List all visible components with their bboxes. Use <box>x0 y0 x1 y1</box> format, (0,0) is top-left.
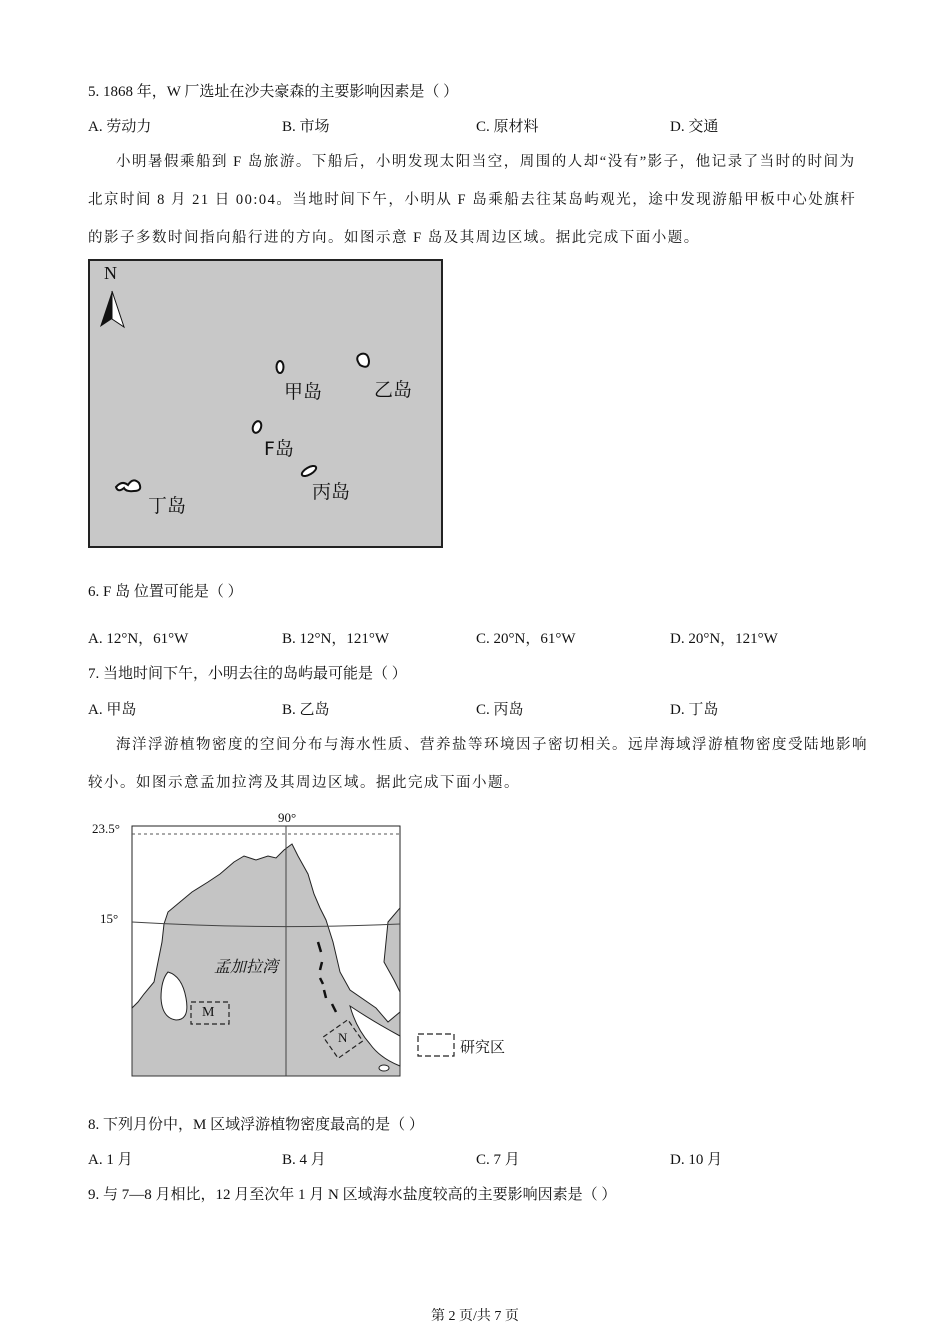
material-paragraph-2: 海洋浮游植物密度的空间分布与海水性质、营养盐等环境因子密切相关。远岸海域浮游植物密度受陆地影响较小。如图示意孟加拉湾及其周边区域。据此完成下面小题。 <box>88 737 868 791</box>
yi-island-shape <box>357 354 369 367</box>
q5-option-b: B. 市场 <box>282 119 330 135</box>
q6-option-b: B. 12°N，121°W <box>282 631 389 647</box>
q8-option-b: B. 4 月 <box>282 1152 326 1168</box>
box-n-label: N <box>338 1030 348 1045</box>
bay-of-bengal-map <box>88 812 528 1082</box>
q7-option-c: C. 丙岛 <box>476 702 524 718</box>
q5-option-a: A. 劳动力 <box>88 119 152 135</box>
q6-option-d: D. 20°N，121°W <box>670 631 778 647</box>
q8-option-d: D. 10 月 <box>670 1152 723 1168</box>
f-island-shape <box>251 420 263 434</box>
question-5-stem: 5. 1868 年，W 厂选址在沙夫豪森的主要影响因素是（ ） <box>88 84 459 100</box>
north-label: N <box>104 263 117 283</box>
legend-box-icon <box>418 1034 454 1056</box>
bay-label: 孟加拉湾 <box>214 957 279 976</box>
question-7-stem: 7. 当地时间下午，小明去往的岛屿最可能是（ ） <box>88 666 407 682</box>
ding-island-label: 丁岛 <box>148 495 187 517</box>
lat-15-label: 15° <box>100 911 119 926</box>
lon-90-label: 90° <box>278 810 297 825</box>
q7-option-a: A. 甲岛 <box>88 702 137 718</box>
north-arrow-icon <box>100 291 112 327</box>
jia-island-shape <box>277 361 284 373</box>
material-paragraph-1: 小明暑假乘船到 F 岛旅游。下船后，小明发现太阳当空，周围的人却“没有”影子，他记录了当时的时间为北京时间 8 月 21 日 00:04。当地时间下午，小明从 F 岛乘船去往某岛屿观光，途中发现游船甲板中心处旗杆的影子多数时间指向船行进的方向。如图示意 F 岛及其周边区域。据此完成下面小题。 <box>88 154 857 246</box>
question-6-stem: 6. F 岛 位置可能是（ ） <box>88 584 243 600</box>
q6-option-c: C. 20°N，61°W <box>476 631 576 647</box>
question-8-stem: 8. 下列月份中，M 区域浮游植物密度最高的是（ ） <box>88 1117 424 1133</box>
legend-label: 研究区 <box>460 1038 506 1056</box>
q8-option-c: C. 7 月 <box>476 1152 520 1168</box>
small-island <box>379 1065 389 1071</box>
f-island-map-graphic <box>90 261 441 546</box>
q8-option-a: A. 1 月 <box>88 1152 133 1168</box>
f-island-map <box>88 259 443 548</box>
lat-23-label: 23.5° <box>92 821 120 836</box>
box-m-label: M <box>202 1005 215 1020</box>
bing-island-label: 丙岛 <box>312 481 351 503</box>
q5-option-d: D. 交通 <box>670 119 719 135</box>
q6-option-a: A. 12°N，61°W <box>88 631 189 647</box>
jia-island-label: 甲岛 <box>284 381 323 403</box>
ding-island-shape <box>116 480 140 491</box>
bing-island-shape <box>300 464 317 478</box>
page-footer: 第 2 页/共 7 页 <box>431 1309 519 1324</box>
yi-island-label: 乙岛 <box>374 379 413 401</box>
north-arrow-half-icon <box>112 291 124 327</box>
q7-option-b: B. 乙岛 <box>282 702 330 718</box>
f-island-label: F岛 <box>264 438 294 460</box>
q7-option-d: D. 丁岛 <box>670 702 719 718</box>
question-9-stem: 9. 与 7—8 月相比，12 月至次年 1 月 N 区域海水盐度较高的主要影响因素是（ ） <box>88 1187 617 1203</box>
q5-option-c: C. 原材料 <box>476 119 539 135</box>
